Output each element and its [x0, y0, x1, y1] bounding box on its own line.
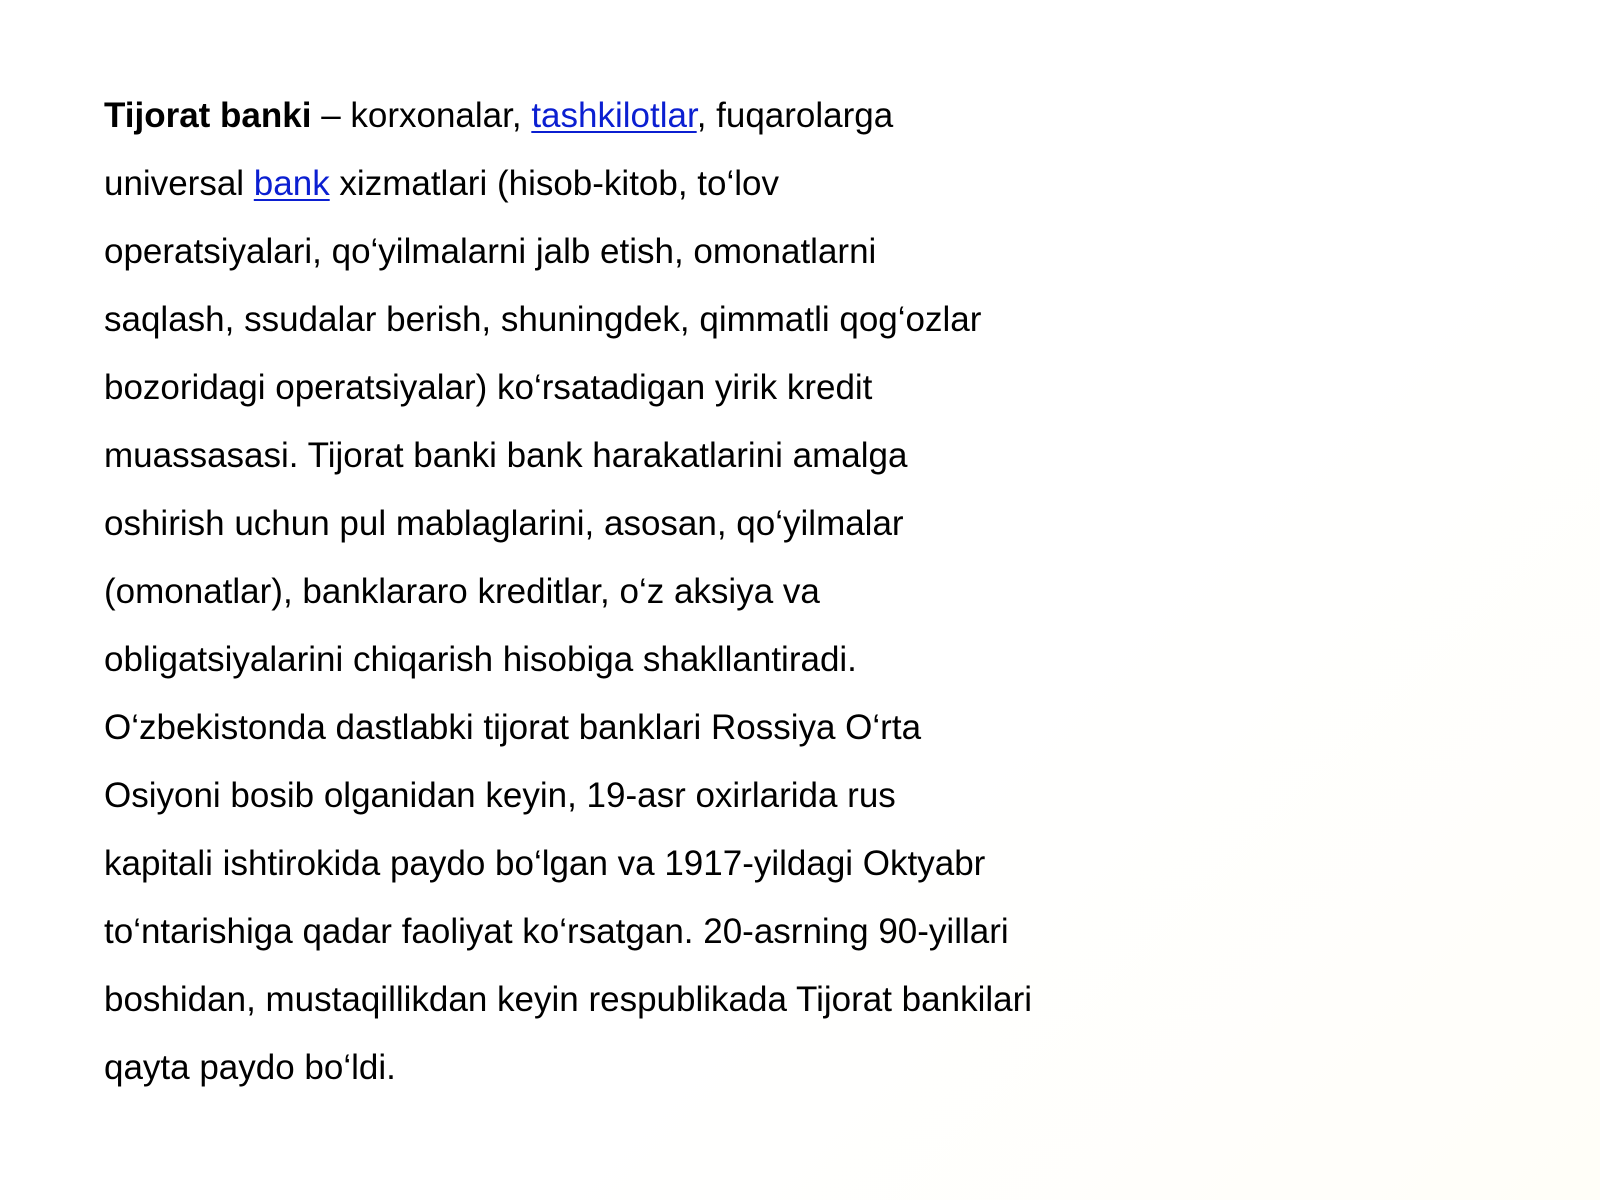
- text-line: saqlash, ssudalar berish, shuningdek, qimmatli qog‘ozlar: [104, 300, 982, 339]
- text-segment: – korxonalar,: [311, 96, 532, 135]
- text-line: obligatsiyalarini chiqarish hisobiga shakllantiradi.: [104, 640, 857, 679]
- term-heading: Tijorat banki: [104, 96, 312, 135]
- text-segment: universal: [104, 164, 254, 203]
- text-line: qayta paydo bo‘ldi.: [104, 1048, 396, 1087]
- text-line: operatsiyalari, qo‘yilmalarni jalb etish, omonatlarni: [104, 232, 877, 271]
- text-line: Osiyoni bosib olganidan keyin, 19-asr oxirlarida rus: [104, 776, 896, 815]
- text-line: O‘zbekistonda dastlabki tijorat banklari Rossiya O‘rta: [104, 708, 922, 747]
- text-line: muassasasi. Tijorat banki bank harakatlarini amalga: [104, 436, 908, 475]
- text-line: boshidan, mustaqillikdan keyin respublikada Tijorat bankilari: [104, 980, 1033, 1019]
- text-line: (omonatlar), banklararo kreditlar, o‘z aksiya va: [104, 572, 820, 611]
- article-text: [104, 82, 1224, 1102]
- text-line-2: [104, 150, 1224, 218]
- text-segment: , fuqarolarga: [696, 96, 894, 135]
- text-line: oshirish uchun pul mablaglarini, asosan, qo‘yilmalar: [104, 504, 904, 543]
- link-bank[interactable]: bank: [253, 164, 330, 203]
- text-line: kapitali ishtirokida paydo bo‘lgan va 1917-yildagi Oktyabr: [104, 844, 986, 883]
- text-line: bozoridagi operatsiyalar) ko‘rsatadigan yirik kredit: [104, 368, 873, 407]
- text-line-1: [104, 82, 1224, 150]
- text-segment: xizmatlari (hisob-kitob, to‘lov: [329, 164, 780, 203]
- link-tashkilotlar[interactable]: tashkilotlar: [531, 96, 697, 135]
- text-line: to‘ntarishiga qadar faoliyat ko‘rsatgan. 20-asrning 90-yillari: [104, 912, 1009, 951]
